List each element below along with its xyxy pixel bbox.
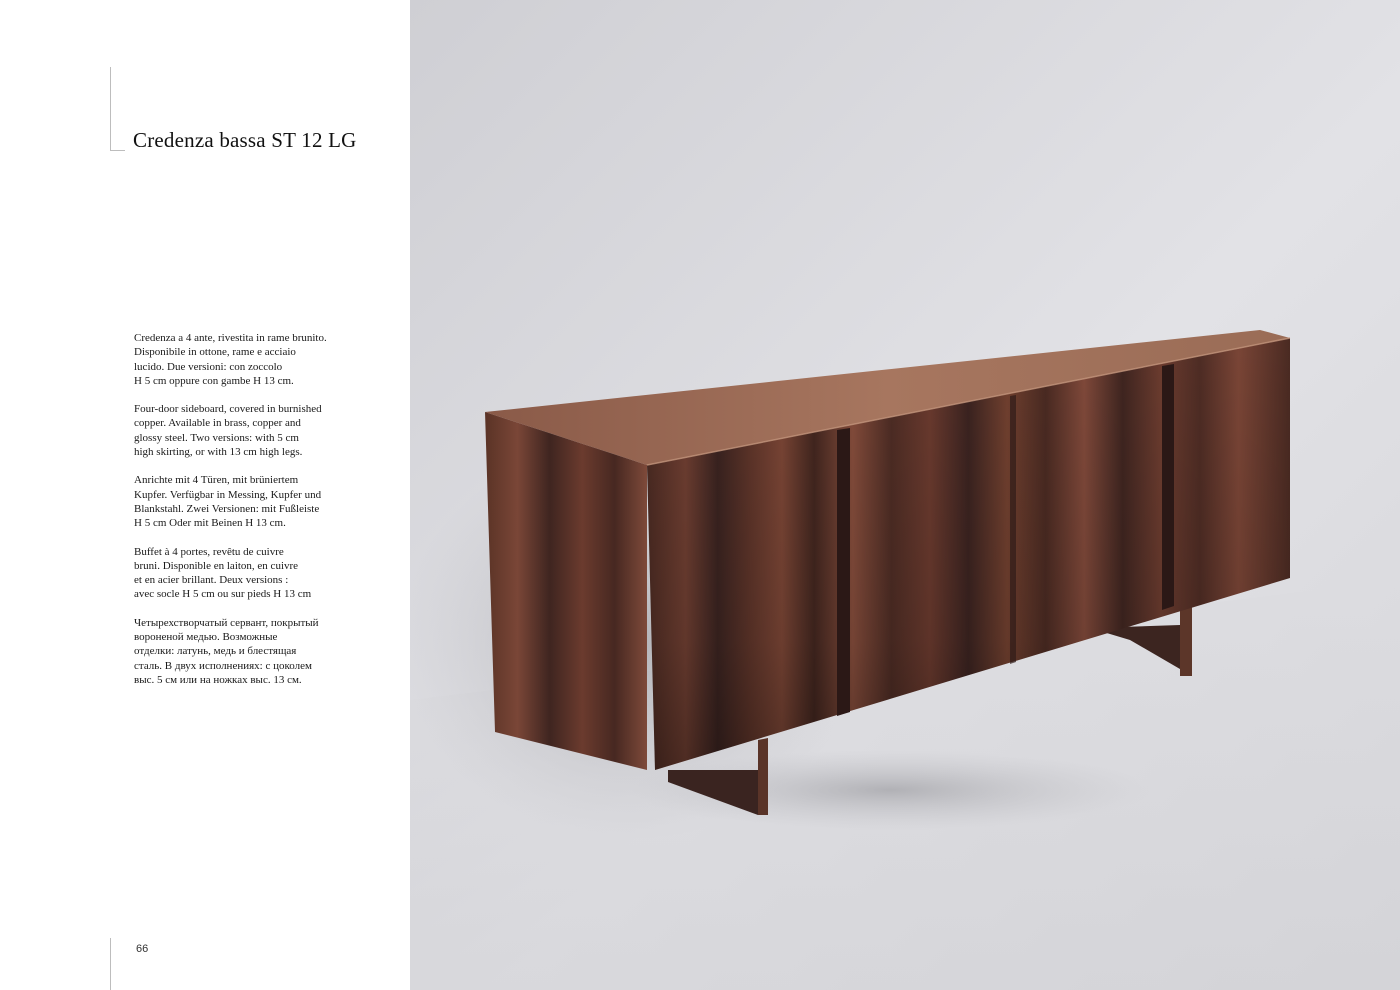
door-handle-right — [1162, 364, 1174, 610]
product-title: Credenza bassa ST 12 LG — [133, 128, 357, 152]
page-number: 66 — [136, 943, 149, 955]
description-french: Buffet à 4 portes, revêtu de cuivre bruni. Disponible en laiton, en cuivre et en acier brillant. Deux versions : avec socle H 5 cm ou sur pieds H 13 cm — [134, 545, 312, 601]
description-block — [134, 331, 384, 701]
door-seam-center — [1010, 395, 1016, 664]
title-rule-horizontal — [110, 150, 125, 151]
page-number-rule — [110, 938, 111, 990]
description-italian: Credenza a 4 ante, rivestita in rame brunito. Disponibile in ottone, rame e acciaio lucido. Due versioni: con zoccolo H 5 cm oppure con gambe H 13 cm. — [134, 332, 327, 387]
text-column — [0, 0, 410, 990]
sideboard-side — [485, 412, 647, 770]
description-english: Four-door sideboard, covered in burnished copper. Available in brass, copper and glossy steel. Two versions: with 5 cm high skirting, or with 13 cm high legs. — [134, 403, 322, 459]
title-rule-vertical — [110, 67, 111, 151]
left-leg-edge — [758, 738, 768, 815]
door-handle-left — [837, 428, 850, 716]
product-photo — [410, 0, 1400, 990]
description-german: Anrichte mit 4 Türen, mit brüniertem Kupfer. Verfügbar in Messing, Kupfer und Blankstahl. Zwei Versionen: mit Fußleiste H 5 cm Oder mit Beinen H 13 cm. — [134, 474, 322, 530]
description-russian: Четырехстворчатый сервант, покрытый вороненой медью. Возможные отделки: латунь, медь и блестящая сталь. В двух исполнениях: с цоколем выс. 5 см или на ножках выс. 13 см. — [134, 616, 319, 686]
